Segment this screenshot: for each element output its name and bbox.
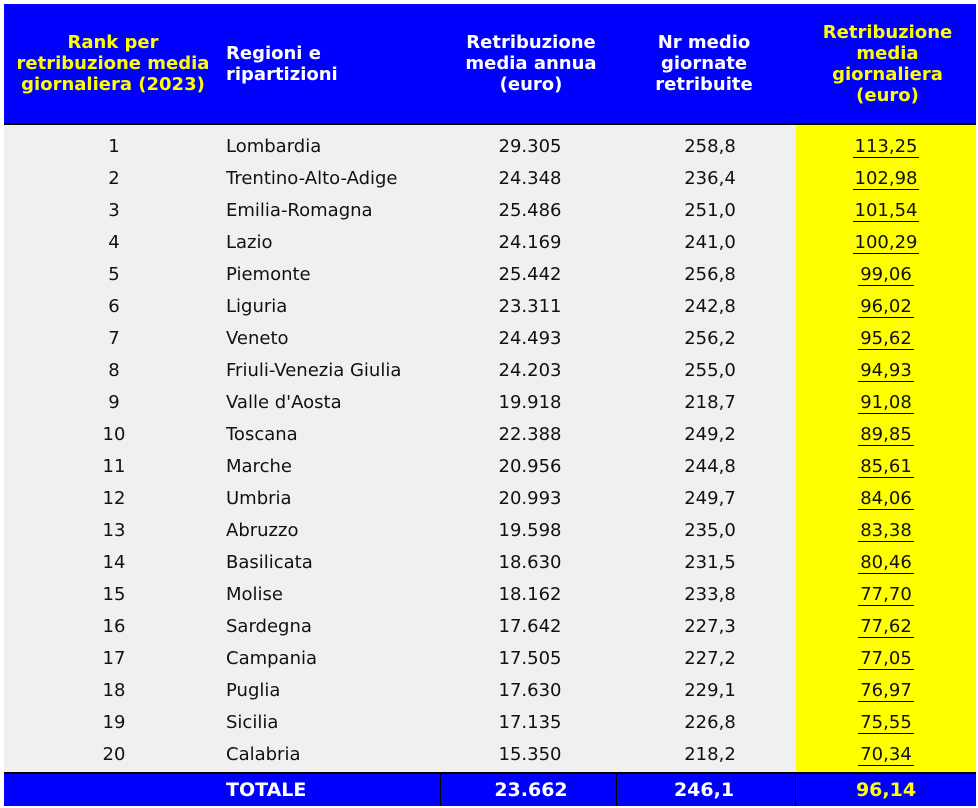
- paid-days-cell: [640, 451, 780, 483]
- annual-wage-cell: [460, 643, 600, 675]
- annual-wage-cell-text: 20.956: [498, 456, 562, 477]
- table-row: [0, 355, 978, 387]
- region-cell-text: Lombardia: [226, 136, 322, 157]
- region-cell: [226, 419, 456, 451]
- paid-days-cell-text: 227,3: [684, 616, 736, 637]
- table-row: [0, 195, 978, 227]
- annual-wage-cell: [460, 195, 600, 227]
- region-cell: [226, 387, 456, 419]
- rank-cell-text: 9: [108, 392, 120, 413]
- region-cell-text: Campania: [226, 648, 318, 669]
- paid-days-cell-text: 218,7: [684, 392, 736, 413]
- rank-cell: [14, 387, 214, 419]
- header-annual: [456, 4, 606, 123]
- daily-wage-cell: [796, 451, 976, 483]
- annual-wage-cell: [460, 419, 600, 451]
- annual-wage-cell: [460, 451, 600, 483]
- footer-daily: 96,14: [855, 779, 917, 801]
- paid-days-cell: [640, 387, 780, 419]
- footer-days: 246,1: [673, 779, 735, 801]
- rank-cell-text: 7: [108, 328, 120, 349]
- rank-cell: [14, 707, 214, 739]
- region-cell: [226, 675, 456, 707]
- rank-cell: [14, 579, 214, 611]
- region-cell-text: Molise: [226, 584, 283, 605]
- paid-days-cell: [640, 707, 780, 739]
- paid-days-cell: [640, 611, 780, 643]
- rank-cell-text: 17: [102, 648, 126, 669]
- daily-wage-cell: [796, 227, 976, 259]
- daily-wage-cell-text: 101,54: [854, 200, 918, 221]
- rank-cell: [14, 675, 214, 707]
- daily-wage-cell: [796, 675, 976, 707]
- region-cell-text: Calabria: [226, 744, 301, 765]
- region-cell: [226, 611, 456, 643]
- rank-cell-text: 19: [102, 712, 126, 733]
- rank-cell: [14, 547, 214, 579]
- annual-wage-cell-text: 22.388: [498, 424, 562, 445]
- rank-cell: [14, 419, 214, 451]
- paid-days-cell-text: 231,5: [684, 552, 736, 573]
- rank-cell: [14, 163, 214, 195]
- annual-wage-cell-text: 24.203: [498, 360, 562, 381]
- paid-days-cell-text: 244,8: [684, 456, 736, 477]
- annual-wage-cell: [460, 387, 600, 419]
- daily-wage-cell-text: 96,02: [860, 296, 912, 317]
- region-cell: [226, 451, 456, 483]
- rank-cell: [14, 451, 214, 483]
- rank-cell: [14, 259, 214, 291]
- header-days-label: Nr medio giornate retribuite: [655, 32, 753, 95]
- annual-wage-cell: [460, 515, 600, 547]
- annual-wage-cell-text: 19.918: [498, 392, 562, 413]
- rank-cell: [14, 611, 214, 643]
- paid-days-cell: [640, 323, 780, 355]
- region-cell: [226, 323, 456, 355]
- annual-wage-cell: [460, 547, 600, 579]
- paid-days-cell-text: 258,8: [684, 136, 736, 157]
- daily-wage-cell-text: 113,25: [854, 136, 918, 157]
- annual-wage-cell: [460, 131, 600, 163]
- table-row: [0, 131, 978, 163]
- paid-days-cell: [640, 131, 780, 163]
- daily-wage-cell-text: 70,34: [860, 744, 912, 765]
- table-header: [4, 4, 976, 125]
- table-row: [0, 675, 978, 707]
- table-footer: [4, 772, 976, 806]
- daily-wage-cell-text: 77,05: [860, 648, 912, 669]
- rank-cell-text: 20: [102, 744, 126, 765]
- daily-wage-cell: [796, 483, 976, 515]
- rank-cell: [14, 323, 214, 355]
- paid-days-cell: [640, 259, 780, 291]
- rank-cell-text: 1: [108, 136, 120, 157]
- rank-cell: [14, 643, 214, 675]
- header-region: [226, 4, 426, 123]
- region-cell-text: Puglia: [226, 680, 281, 701]
- daily-wage-cell-text: 91,08: [860, 392, 912, 413]
- region-cell-text: Marche: [226, 456, 292, 477]
- annual-wage-cell-text: 17.642: [498, 616, 562, 637]
- footer-divider: [440, 774, 441, 806]
- region-cell: [226, 579, 456, 611]
- region-cell: [226, 259, 456, 291]
- table-row: [0, 323, 978, 355]
- paid-days-cell: [640, 195, 780, 227]
- table-row: [0, 515, 978, 547]
- annual-wage-cell: [460, 611, 600, 643]
- region-cell-text: Toscana: [226, 424, 298, 445]
- paid-days-cell-text: 241,0: [684, 232, 736, 253]
- region-cell-text: Veneto: [226, 328, 289, 349]
- annual-wage-cell-text: 18.630: [498, 552, 562, 573]
- annual-wage-cell: [460, 355, 600, 387]
- daily-wage-cell-text: 75,55: [860, 712, 912, 733]
- rank-cell-text: 11: [102, 456, 126, 477]
- header-daily: [799, 4, 976, 123]
- rank-cell-text: 16: [102, 616, 126, 637]
- header-rank-label: Rank per retribuzione media giornaliera (2023): [16, 32, 210, 95]
- rank-cell-text: 3: [108, 200, 120, 221]
- annual-wage-cell: [460, 323, 600, 355]
- daily-wage-cell-text: 80,46: [860, 552, 912, 573]
- region-cell-text: Lazio: [226, 232, 273, 253]
- annual-wage-cell-text: 19.598: [498, 520, 562, 541]
- paid-days-cell-text: 233,8: [684, 584, 736, 605]
- table-row: [0, 547, 978, 579]
- region-cell: [226, 291, 456, 323]
- paid-days-cell: [640, 643, 780, 675]
- region-cell: [226, 515, 456, 547]
- annual-wage-cell-text: 17.630: [498, 680, 562, 701]
- paid-days-cell: [640, 483, 780, 515]
- table-row: [0, 739, 978, 771]
- rank-cell-text: 12: [102, 488, 126, 509]
- table-row: [0, 387, 978, 419]
- region-cell-text: Liguria: [226, 296, 288, 317]
- daily-wage-cell-text: 102,98: [854, 168, 918, 189]
- paid-days-cell: [640, 163, 780, 195]
- region-cell-text: Abruzzo: [226, 520, 299, 541]
- footer-label: TOTALE: [226, 779, 307, 801]
- region-cell-text: Friuli-Venezia Giulia: [226, 360, 402, 381]
- table-row: [0, 419, 978, 451]
- paid-days-cell: [640, 515, 780, 547]
- paid-days-cell: [640, 291, 780, 323]
- rank-cell: [14, 483, 214, 515]
- daily-wage-cell: [796, 515, 976, 547]
- daily-wage-cell: [796, 643, 976, 675]
- daily-wage-cell-text: 100,29: [854, 232, 918, 253]
- daily-wage-cell: [796, 259, 976, 291]
- paid-days-cell: [640, 547, 780, 579]
- daily-wage-cell: [796, 387, 976, 419]
- daily-wage-cell-text: 85,61: [860, 456, 912, 477]
- rank-cell: [14, 355, 214, 387]
- annual-wage-cell-text: 17.135: [498, 712, 562, 733]
- region-cell-text: Sicilia: [226, 712, 279, 733]
- paid-days-cell-text: 249,7: [684, 488, 736, 509]
- region-cell: [226, 195, 456, 227]
- rank-cell-text: 15: [102, 584, 126, 605]
- annual-wage-cell: [460, 675, 600, 707]
- paid-days-cell: [640, 739, 780, 771]
- rank-cell-text: 14: [102, 552, 126, 573]
- paid-days-cell-text: 249,2: [684, 424, 736, 445]
- paid-days-cell-text: 236,4: [684, 168, 736, 189]
- annual-wage-cell-text: 29.305: [498, 136, 562, 157]
- daily-wage-cell: [796, 195, 976, 227]
- daily-wage-cell: [796, 291, 976, 323]
- annual-wage-cell-text: 23.311: [498, 296, 562, 317]
- region-cell-text: Valle d'Aosta: [226, 392, 342, 413]
- region-cell: [226, 547, 456, 579]
- daily-wage-cell: [796, 611, 976, 643]
- annual-wage-cell-text: 17.505: [498, 648, 562, 669]
- annual-wage-cell: [460, 163, 600, 195]
- daily-wage-cell-text: 84,06: [860, 488, 912, 509]
- table-row: [0, 643, 978, 675]
- region-cell-text: Piemonte: [226, 264, 311, 285]
- annual-wage-cell: [460, 259, 600, 291]
- region-cell: [226, 483, 456, 515]
- annual-wage-cell-text: 24.169: [498, 232, 562, 253]
- annual-wage-cell-text: 24.493: [498, 328, 562, 349]
- rank-cell-text: 8: [108, 360, 120, 381]
- daily-wage-cell-text: 89,85: [860, 424, 912, 445]
- annual-wage-cell-text: 25.486: [498, 200, 562, 221]
- daily-wage-cell: [796, 163, 976, 195]
- daily-wage-cell-text: 94,93: [860, 360, 912, 381]
- annual-wage-cell-text: 25.442: [498, 264, 562, 285]
- rank-cell-text: 13: [102, 520, 126, 541]
- header-region-label: Regioni e ripartizioni: [226, 42, 338, 85]
- region-cell: [226, 163, 456, 195]
- paid-days-cell: [640, 419, 780, 451]
- daily-wage-cell: [796, 547, 976, 579]
- table-row: [0, 579, 978, 611]
- paid-days-cell: [640, 355, 780, 387]
- daily-wage-cell-text: 95,62: [860, 328, 912, 349]
- rank-cell-text: 10: [102, 424, 126, 445]
- rank-cell: [14, 291, 214, 323]
- annual-wage-cell: [460, 227, 600, 259]
- paid-days-cell-text: 235,0: [684, 520, 736, 541]
- rank-cell: [14, 195, 214, 227]
- annual-wage-cell: [460, 483, 600, 515]
- annual-wage-cell-text: 24.348: [498, 168, 562, 189]
- rank-cell: [14, 739, 214, 771]
- daily-wage-cell: [796, 131, 976, 163]
- region-cell: [226, 707, 456, 739]
- annual-wage-cell: [460, 579, 600, 611]
- header-annual-label: Retribuzione media annua (euro): [465, 32, 597, 95]
- region-cell: [226, 131, 456, 163]
- daily-wage-cell-text: 76,97: [860, 680, 912, 701]
- daily-wage-cell-text: 77,62: [860, 616, 912, 637]
- paid-days-cell-text: 255,0: [684, 360, 736, 381]
- rank-cell-text: 4: [108, 232, 120, 253]
- region-cell-text: Basilicata: [226, 552, 313, 573]
- table-row: [0, 163, 978, 195]
- paid-days-cell-text: 251,0: [684, 200, 736, 221]
- rank-cell-text: 18: [102, 680, 126, 701]
- daily-wage-cell: [796, 355, 976, 387]
- region-cell-text: Sardegna: [226, 616, 312, 637]
- header-rank: [4, 4, 222, 123]
- daily-wage-cell: [796, 707, 976, 739]
- region-cell-text: Trentino-Alto-Adige: [226, 168, 398, 189]
- rank-cell: [14, 227, 214, 259]
- paid-days-cell-text: 226,8: [684, 712, 736, 733]
- annual-wage-cell: [460, 739, 600, 771]
- daily-wage-cell: [796, 419, 976, 451]
- annual-wage-cell: [460, 707, 600, 739]
- footer-divider: [616, 774, 617, 806]
- footer-annual: 23.662: [494, 779, 568, 801]
- annual-wage-cell-text: 20.993: [498, 488, 562, 509]
- table-row: [0, 451, 978, 483]
- daily-wage-cell: [796, 579, 976, 611]
- region-cell-text: Emilia-Romagna: [226, 200, 373, 221]
- table-row: [0, 707, 978, 739]
- paid-days-cell-text: 242,8: [684, 296, 736, 317]
- paid-days-cell: [640, 227, 780, 259]
- paid-days-cell-text: 229,1: [684, 680, 736, 701]
- rank-cell-text: 5: [108, 264, 120, 285]
- annual-wage-cell-text: 18.162: [498, 584, 562, 605]
- table-row: [0, 483, 978, 515]
- daily-wage-cell: [796, 739, 976, 771]
- table-row: [0, 227, 978, 259]
- daily-wage-cell-text: 77,70: [860, 584, 912, 605]
- table-row: [0, 259, 978, 291]
- header-days: [634, 4, 774, 123]
- daily-wage-cell: [796, 323, 976, 355]
- paid-days-cell-text: 256,2: [684, 328, 736, 349]
- rank-cell-text: 6: [108, 296, 120, 317]
- region-cell: [226, 643, 456, 675]
- annual-wage-cell-text: 15.350: [498, 744, 562, 765]
- header-daily-label: Retribuzione media giornaliera (euro): [822, 21, 953, 106]
- region-cell: [226, 739, 456, 771]
- table-row: [0, 291, 978, 323]
- region-cell: [226, 355, 456, 387]
- paid-days-cell-text: 227,2: [684, 648, 736, 669]
- rank-cell-text: 2: [108, 168, 120, 189]
- paid-days-cell: [640, 675, 780, 707]
- annual-wage-cell: [460, 291, 600, 323]
- rank-cell: [14, 515, 214, 547]
- paid-days-cell: [640, 579, 780, 611]
- daily-wage-cell-text: 83,38: [860, 520, 912, 541]
- paid-days-cell-text: 256,8: [684, 264, 736, 285]
- table-rows: [0, 131, 978, 771]
- paid-days-cell-text: 218,2: [684, 744, 736, 765]
- region-cell: [226, 227, 456, 259]
- rank-cell: [14, 131, 214, 163]
- region-cell-text: Umbria: [226, 488, 292, 509]
- table-row: [0, 611, 978, 643]
- daily-wage-cell-text: 99,06: [860, 264, 912, 285]
